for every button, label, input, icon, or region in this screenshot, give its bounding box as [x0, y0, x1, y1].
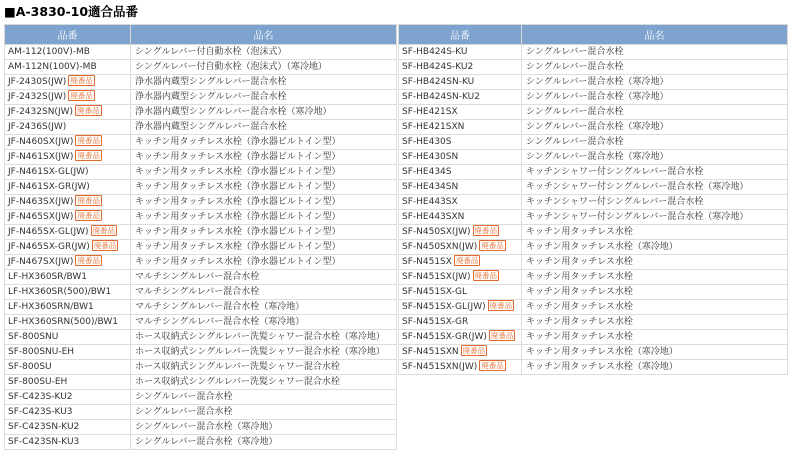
part-code: SF-HE434S — [402, 167, 452, 177]
discontinued-badge: 廃番品 — [77, 211, 100, 220]
table-row — [5, 225, 397, 240]
part-code-cell — [399, 165, 522, 180]
part-code-cell — [5, 90, 131, 105]
part-code: SF-HB424S-KU2 — [402, 62, 474, 72]
table-row — [399, 345, 788, 360]
part-code-cell — [5, 375, 131, 390]
table-row — [399, 150, 788, 165]
product-name-cell: ホース収納式シングルレバー洗髪シャワー混合水栓（寒冷地） — [131, 330, 397, 345]
product-name-cell: キッチン用タッチレス水栓（浄水器ビルトイン型） — [131, 210, 397, 225]
discontinued-badge: 廃番品 — [481, 241, 504, 250]
part-code-cell — [5, 345, 131, 360]
table-header-row — [5, 25, 397, 45]
product-name-cell: シングルレバー混合水栓 — [522, 135, 788, 150]
part-code-cell — [5, 45, 131, 60]
discontinued-badge: 廃番品 — [77, 196, 100, 205]
discontinued-badge: 廃番品 — [474, 226, 498, 235]
compatible-parts-table-right — [398, 24, 788, 375]
product-name-cell: キッチン用タッチレス水栓（寒冷地） — [522, 360, 788, 375]
table-row — [5, 165, 397, 180]
product-name-cell: キッチン用タッチレス水栓（浄水器ビルトイン型） — [131, 240, 397, 255]
part-code-cell — [399, 150, 522, 165]
part-code-cell — [5, 240, 131, 255]
part-code-cell — [5, 135, 131, 150]
product-name-cell: キッチン用タッチレス水栓（浄水器ビルトイン型） — [131, 135, 397, 150]
product-name-cell: キッチン用タッチレス水栓（浄水器ビルトイン型） — [131, 180, 397, 195]
part-code: SF-N451SX-GR(JW) — [402, 332, 487, 342]
table-row — [5, 285, 397, 300]
part-code-cell — [399, 345, 522, 360]
part-code: SF-N451SX-GL — [402, 287, 468, 297]
part-code-cell — [399, 300, 522, 315]
part-code: AM-112N(100V)-MB — [8, 62, 97, 72]
product-name-cell: キッチン用タッチレス水栓（寒冷地） — [522, 240, 788, 255]
table-row — [399, 180, 788, 195]
part-code: SF-HE430S — [402, 137, 452, 147]
part-code-cell — [5, 165, 131, 180]
part-code: SF-HE430SN — [402, 152, 459, 162]
part-code-cell — [399, 90, 522, 105]
table-row — [399, 195, 788, 210]
table-row — [5, 150, 397, 165]
table-row — [5, 105, 397, 120]
table-row — [399, 315, 788, 330]
part-code-cell — [399, 45, 522, 60]
table-body — [399, 45, 788, 375]
discontinued-badge: 廃番品 — [70, 76, 93, 85]
discontinued-badge: 廃番品 — [77, 256, 100, 265]
part-code: SF-C423S-KU2 — [8, 392, 73, 402]
product-name-cell: マルチシングルレバー混合水栓（寒冷地） — [131, 300, 397, 315]
table-row — [399, 270, 788, 285]
table-row — [399, 60, 788, 75]
product-name-cell: シングルレバー混合水栓 — [522, 60, 788, 75]
table-row — [5, 60, 397, 75]
product-name-cell: 浄水器内蔵型シングルレバー混合水栓 — [131, 75, 397, 90]
part-code: JF-N461SX-GL(JW) — [8, 167, 89, 177]
part-code-cell — [399, 60, 522, 75]
part-code-cell — [5, 390, 131, 405]
product-name-cell: キッチン用タッチレス水栓（浄水器ビルトイン型） — [131, 195, 397, 210]
part-code: SF-N451SX(JW) — [402, 272, 471, 282]
part-code-cell — [5, 195, 131, 210]
product-name-cell: キッチン用タッチレス水栓（浄水器ビルトイン型） — [131, 165, 397, 180]
table-row — [399, 210, 788, 225]
part-code-cell — [399, 210, 522, 225]
discontinued-badge: 廃番品 — [70, 91, 93, 100]
product-name-cell: シングルレバー混合水栓（寒冷地） — [131, 420, 397, 435]
part-code: SF-800SNU — [8, 332, 59, 342]
table-row — [5, 435, 397, 450]
part-code: JF-N465SX(JW) — [8, 212, 74, 222]
part-code: SF-N451SXN — [402, 347, 459, 357]
part-code: SF-C423SN-KU3 — [8, 437, 80, 447]
part-code-cell — [5, 285, 131, 300]
product-name-cell: キッチン用タッチレス水栓 — [522, 330, 788, 345]
discontinued-badge: 廃番品 — [481, 361, 504, 370]
part-code: LF-HX360SRN/BW1 — [8, 302, 94, 312]
product-name-cell: シングルレバー付自動水栓（泡沫式）（寒冷地） — [131, 60, 397, 75]
column-header-name: 品名 — [522, 25, 788, 45]
product-name-cell: キッチンシャワー付シングルレバー混合水栓 — [522, 195, 788, 210]
part-code: SF-N451SX-GR — [402, 317, 469, 327]
table-row — [5, 90, 397, 105]
part-code-cell — [399, 135, 522, 150]
table-row — [399, 225, 788, 240]
table-body — [5, 45, 397, 450]
part-code-cell — [5, 225, 131, 240]
part-code-cell — [5, 330, 131, 345]
table-row — [399, 255, 788, 270]
table-row — [399, 120, 788, 135]
part-code-cell — [399, 195, 522, 210]
part-code: SF-N451SX — [402, 257, 452, 267]
table-row — [399, 135, 788, 150]
table-row — [5, 330, 397, 345]
table-header-row — [399, 25, 788, 45]
product-name-cell: キッチン用タッチレス水栓 — [522, 285, 788, 300]
product-name-cell: シングルレバー混合水栓 — [522, 45, 788, 60]
part-code-cell — [399, 225, 522, 240]
table-row — [5, 210, 397, 225]
product-name-cell: 浄水器内蔵型シングルレバー混合水栓 — [131, 120, 397, 135]
part-code: AM-112(100V)-MB — [8, 47, 90, 57]
product-name-cell: ホース収納式シングルレバー洗髪シャワー混合水栓（寒冷地） — [131, 345, 397, 360]
part-code-cell — [399, 285, 522, 300]
part-code: SF-N450SXN(JW) — [402, 242, 478, 252]
part-code-cell — [5, 180, 131, 195]
table-row — [399, 45, 788, 60]
part-code-cell — [399, 105, 522, 120]
part-code-cell — [5, 405, 131, 420]
part-code: SF-N451SXN(JW) — [402, 362, 478, 372]
product-name-cell: シングルレバー混合水栓（寒冷地） — [522, 150, 788, 165]
part-code: JF-N467SX(JW) — [8, 257, 74, 267]
part-code: SF-N450SX(JW) — [402, 227, 471, 237]
part-code-cell — [5, 210, 131, 225]
page-title: ■A-3830-10適合品番 — [4, 4, 139, 19]
product-name-cell: キッチンシャワー付シングルレバー混合水栓 — [522, 165, 788, 180]
table-row — [399, 240, 788, 255]
part-code-cell — [5, 150, 131, 165]
product-name-cell: キッチン用タッチレス水栓 — [522, 255, 788, 270]
table-row — [399, 105, 788, 120]
table-row — [399, 300, 788, 315]
column-header-name: 品名 — [131, 25, 397, 45]
part-code-cell — [5, 75, 131, 90]
product-name-cell: シングルレバー混合水栓（寒冷地） — [522, 120, 788, 135]
product-name-cell: マルチシングルレバー混合水栓 — [131, 285, 397, 300]
part-code: JF-N461SX-GR(JW) — [8, 182, 90, 192]
table-row — [399, 330, 788, 345]
product-name-cell: キッチンシャワー付シングルレバー混合水栓（寒冷地） — [522, 210, 788, 225]
part-code: LF-HX360SR(500)/BW1 — [8, 287, 112, 297]
part-code: JF-N461SX(JW) — [8, 152, 74, 162]
part-code: LF-HX360SRN(500)/BW1 — [8, 317, 118, 327]
part-code: SF-C423SN-KU2 — [8, 422, 80, 432]
part-code: JF-2432S(JW) — [8, 92, 67, 102]
discontinued-badge: 廃番品 — [93, 241, 117, 250]
product-name-cell: キッチン用タッチレス水栓 — [522, 270, 788, 285]
product-name-cell: マルチシングルレバー混合水栓 — [131, 270, 397, 285]
part-code-cell — [5, 105, 131, 120]
table-row — [5, 300, 397, 315]
part-code: LF-HX360SR/BW1 — [8, 272, 88, 282]
product-name-cell: マルチシングルレバー混合水栓（寒冷地） — [131, 315, 397, 330]
table-row — [399, 285, 788, 300]
part-code: JF-2430S(JW) — [8, 77, 67, 87]
part-code-cell — [5, 60, 131, 75]
compatible-parts-table-left — [4, 24, 397, 450]
part-code-cell — [399, 360, 522, 375]
product-name-cell: 浄水器内蔵型シングルレバー混合水栓（寒冷地） — [131, 105, 397, 120]
product-name-cell: キッチン用タッチレス水栓（浄水器ビルトイン型） — [131, 225, 397, 240]
product-name-cell: 浄水器内蔵型シングルレバー混合水栓 — [131, 90, 397, 105]
discontinued-badge: 廃番品 — [490, 331, 514, 340]
product-name-cell: シングルレバー混合水栓 — [131, 405, 397, 420]
part-code-cell — [399, 270, 522, 285]
table-row — [5, 315, 397, 330]
product-name-cell: シングルレバー混合水栓 — [131, 390, 397, 405]
table-row — [5, 255, 397, 270]
table-row — [5, 270, 397, 285]
part-code-cell — [5, 420, 131, 435]
part-code: SF-HE443SXN — [402, 212, 465, 222]
part-code: SF-HE421SXN — [402, 122, 465, 132]
product-name-cell: シングルレバー混合水栓（寒冷地） — [522, 90, 788, 105]
part-code: SF-HE421SX — [402, 107, 458, 117]
part-code: SF-800SU — [8, 362, 52, 372]
discontinued-badge: 廃番品 — [77, 106, 100, 115]
product-name-cell: シングルレバー付自動水栓（泡沫式） — [131, 45, 397, 60]
part-code: JF-N465SX-GR(JW) — [8, 242, 90, 252]
part-code-cell — [5, 315, 131, 330]
part-code-cell — [399, 180, 522, 195]
part-code: SF-HB424S-KU — [402, 47, 468, 57]
part-code-cell — [399, 240, 522, 255]
product-name-cell: シングルレバー混合水栓 — [522, 105, 788, 120]
part-code: SF-N451SX-GL(JW) — [402, 302, 486, 312]
part-code: SF-HB424SN-KU2 — [402, 92, 480, 102]
product-name-cell: キッチン用タッチレス水栓 — [522, 300, 788, 315]
table-row — [5, 45, 397, 60]
part-code-cell — [5, 360, 131, 375]
part-code-cell — [5, 435, 131, 450]
table-row — [5, 405, 397, 420]
column-header-code: 品番 — [399, 25, 522, 45]
product-name-cell: キッチン用タッチレス水栓 — [522, 315, 788, 330]
table-row — [5, 390, 397, 405]
part-code: SF-C423S-KU3 — [8, 407, 73, 417]
table-row — [5, 180, 397, 195]
part-code-cell — [5, 255, 131, 270]
product-name-cell: キッチンシャワー付シングルレバー混合水栓（寒冷地） — [522, 180, 788, 195]
table-row — [399, 360, 788, 375]
table-row — [399, 90, 788, 105]
part-code-cell — [399, 315, 522, 330]
part-code-cell — [5, 270, 131, 285]
discontinued-badge: 廃番品 — [92, 226, 116, 235]
table-row — [5, 240, 397, 255]
part-code: SF-800SU-EH — [8, 377, 68, 387]
part-code-cell — [5, 300, 131, 315]
product-name-cell: ホース収納式シングルレバー洗髪シャワー混合水栓 — [131, 360, 397, 375]
discontinued-badge: 廃番品 — [489, 301, 513, 310]
table-row — [5, 195, 397, 210]
product-name-cell: キッチン用タッチレス水栓（浄水器ビルトイン型） — [131, 255, 397, 270]
discontinued-badge: 廃番品 — [77, 151, 100, 160]
table-row — [5, 360, 397, 375]
part-code: SF-HE443SX — [402, 197, 458, 207]
discontinued-badge: 廃番品 — [474, 271, 498, 280]
table-row — [399, 165, 788, 180]
product-name-cell: キッチン用タッチレス水栓（寒冷地） — [522, 345, 788, 360]
part-code: JF-N465SX-GL(JW) — [8, 227, 89, 237]
part-code: SF-HB424SN-KU — [402, 77, 475, 87]
table-row — [5, 420, 397, 435]
part-code-cell — [399, 255, 522, 270]
part-code-cell — [399, 75, 522, 90]
table-row — [399, 75, 788, 90]
part-code: SF-HE434SN — [402, 182, 459, 192]
part-code: JF-2432SN(JW) — [8, 107, 74, 117]
product-name-cell: ホース収納式シングルレバー洗髪シャワー混合水栓 — [131, 375, 397, 390]
product-name-cell: キッチン用タッチレス水栓（浄水器ビルトイン型） — [131, 150, 397, 165]
part-code: SF-800SNU-EH — [8, 347, 75, 357]
part-code: JF-N460SX(JW) — [8, 137, 74, 147]
product-name-cell: シングルレバー混合水栓（寒冷地） — [522, 75, 788, 90]
discontinued-badge: 廃番品 — [462, 346, 486, 355]
table-row — [5, 120, 397, 135]
table-row — [5, 375, 397, 390]
discontinued-badge: 廃番品 — [77, 136, 100, 145]
product-name-cell: シングルレバー混合水栓（寒冷地） — [131, 435, 397, 450]
part-code: JF-N463SX(JW) — [8, 197, 74, 207]
discontinued-badge: 廃番品 — [455, 256, 479, 265]
column-header-code: 品番 — [5, 25, 131, 45]
product-name-cell: キッチン用タッチレス水栓 — [522, 225, 788, 240]
table-row — [5, 345, 397, 360]
part-code-cell — [399, 120, 522, 135]
part-code-cell — [399, 330, 522, 345]
table-row — [5, 75, 397, 90]
part-code-cell — [5, 120, 131, 135]
table-row — [5, 135, 397, 150]
part-code: JF-2436S(JW) — [8, 122, 67, 132]
